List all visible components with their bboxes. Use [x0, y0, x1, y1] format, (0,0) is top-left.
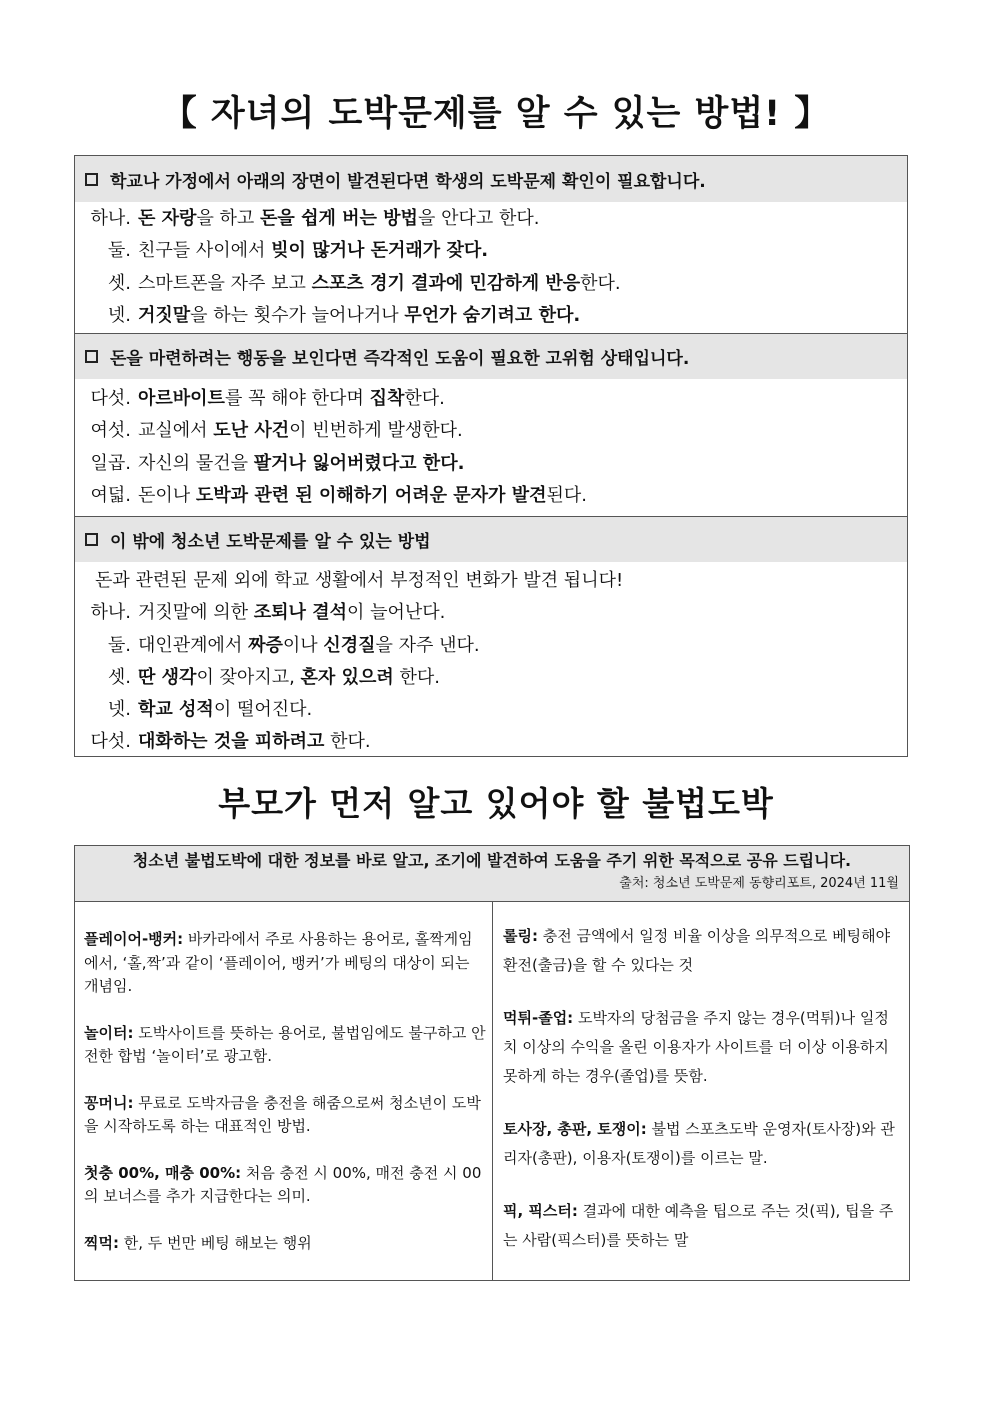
glossary-column-left	[75, 902, 493, 1280]
glossary-entry: 첫충 00%, 매충 00%: 처음 충전 시 00%, 매전 충전 시 00의 보너스를 추가 지급한다는 의미.	[84, 1163, 482, 1205]
list-item: 여덟. 돈이나 도박과 관련 된 이해하기 어려운 문자가 발견된다.	[90, 484, 587, 506]
glossary-entry: 롤링: 충전 금액에서 일정 비율 이상을 의무적으로 베팅해야 환전(출금)을 할 수 있다는 것	[503, 927, 891, 974]
glossary-entry: 꽁머니: 무료로 도박자금을 충전을 해줌으로써 청소년이 도박을 시작하도록 하는 대표적인 방법.	[84, 1093, 481, 1135]
section-header-text: 학교나 가정에서 아래의 장면이 발견된다면 학생의 도박문제 확인이 필요합니다.	[110, 171, 706, 192]
source-note: 출처: 청소년 도박문제 동향리포트, 2024년 11월	[619, 876, 899, 891]
list-item: 일곱. 자신의 물건을 팔거나 잃어버렸다고 한다.	[90, 452, 465, 474]
checkbox-icon	[85, 173, 98, 186]
section-header-1	[75, 156, 907, 202]
list-item: 둘. 친구들 사이에서 빚이 많거나 돈거래가 잦다.	[107, 240, 489, 262]
list-item: 하나. 거짓말에 의한 조퇴나 결석이 늘어난다.	[90, 602, 446, 624]
section-header-3	[75, 516, 907, 562]
section-header-text: 이 밖에 청소년 도박문제를 알 수 있는 방법	[110, 532, 431, 552]
glossary-title: 부모가 먼저 알고 있어야 할 불법도박	[218, 784, 774, 823]
list-item: 여섯. 교실에서 도난 사건이 빈번하게 발생한다.	[90, 420, 463, 442]
intro-text: 돈과 관련된 문제 외에 학교 생활에서 부정적인 변화가 발견 됩니다!	[95, 570, 624, 591]
section-header-text: 돈을 마련하려는 행동을 보인다면 즉각적인 도움이 필요한 고위험 상태입니다.	[110, 349, 690, 369]
list-item: 넷. 학교 성적이 떨어진다.	[107, 699, 313, 721]
checkbox-icon	[85, 350, 98, 363]
glossary-entry: 플레이어-뱅커: 바카라에서 주로 사용하는 용어로, 홀짝게임에서, ‘홀,짝’과 같이 ‘플레이어, 뱅커’가 베팅의 대상이 되는 개념임.	[84, 930, 473, 995]
list-item: 다섯. 대화하는 것을 피하려고 한다.	[90, 731, 371, 753]
list-item: 셋. 스마트폰을 자주 보고 스포츠 경기 결과에 민감하게 반응한다.	[107, 272, 621, 294]
page-title: 【 자녀의 도박문제를 알 수 있는 방법! 】	[161, 94, 831, 134]
warning-signs-box	[74, 155, 908, 757]
list-item: 넷. 거짓말을 하는 횟수가 늘어나거나 무언가 숨기려고 한다.	[107, 304, 581, 326]
section-body-2	[75, 379, 907, 516]
list-item: 하나. 돈 자랑을 하고 돈을 쉽게 버는 방법을 안다고 한다.	[90, 208, 540, 229]
glossary-header	[75, 846, 909, 902]
glossary-entry: 픽, 픽스터: 결과에 대한 예측을 팁으로 주는 것(픽), 팁을 주는 사람(픽스터)를 뜻하는 말	[503, 1202, 894, 1249]
glossary-intro: 청소년 불법도박에 대한 정보를 바로 알고, 조기에 발견하여 도움을 주기 위한 목적으로 공유 드립니다.	[132, 851, 852, 870]
checkbox-icon	[85, 533, 98, 546]
section-header-2	[75, 333, 907, 379]
glossary-box	[74, 845, 910, 1281]
glossary-entry: 토사장, 총판, 토쟁이: 불법 스포츠도박 운영자(토사장)와 관리자(총판), 이용자(토쟁이)를 이르는 말.	[503, 1120, 895, 1167]
section-body-1	[75, 202, 907, 333]
glossary-entry: 찍먹: 한, 두 번만 베팅 해보는 행위	[84, 1233, 312, 1252]
glossary-column-right	[493, 902, 909, 1280]
list-item: 둘. 대인관계에서 짜증이나 신경질을 자주 낸다.	[107, 634, 480, 656]
list-item: 다섯. 아르바이트를 꼭 해야 한다며 집착한다.	[90, 388, 445, 409]
glossary-entry: 놀이터: 도박사이트를 뜻하는 용어로, 불법임에도 불구하고 안전한 합법 ‘놀이터’로 광고함.	[84, 1023, 486, 1065]
section-body-3	[75, 562, 907, 759]
list-item: 셋. 딴 생각이 잦아지고, 혼자 있으려 한다.	[107, 666, 440, 688]
glossary-entry: 먹튀-졸업: 도박자의 당첨금을 주지 않는 경우(먹튀)나 일정 치 이상의 수익을 올린 이용자가 사이트를 더 이상 이용하지 못하게 하는 경우(졸업)를 뜻함.	[503, 1009, 889, 1085]
